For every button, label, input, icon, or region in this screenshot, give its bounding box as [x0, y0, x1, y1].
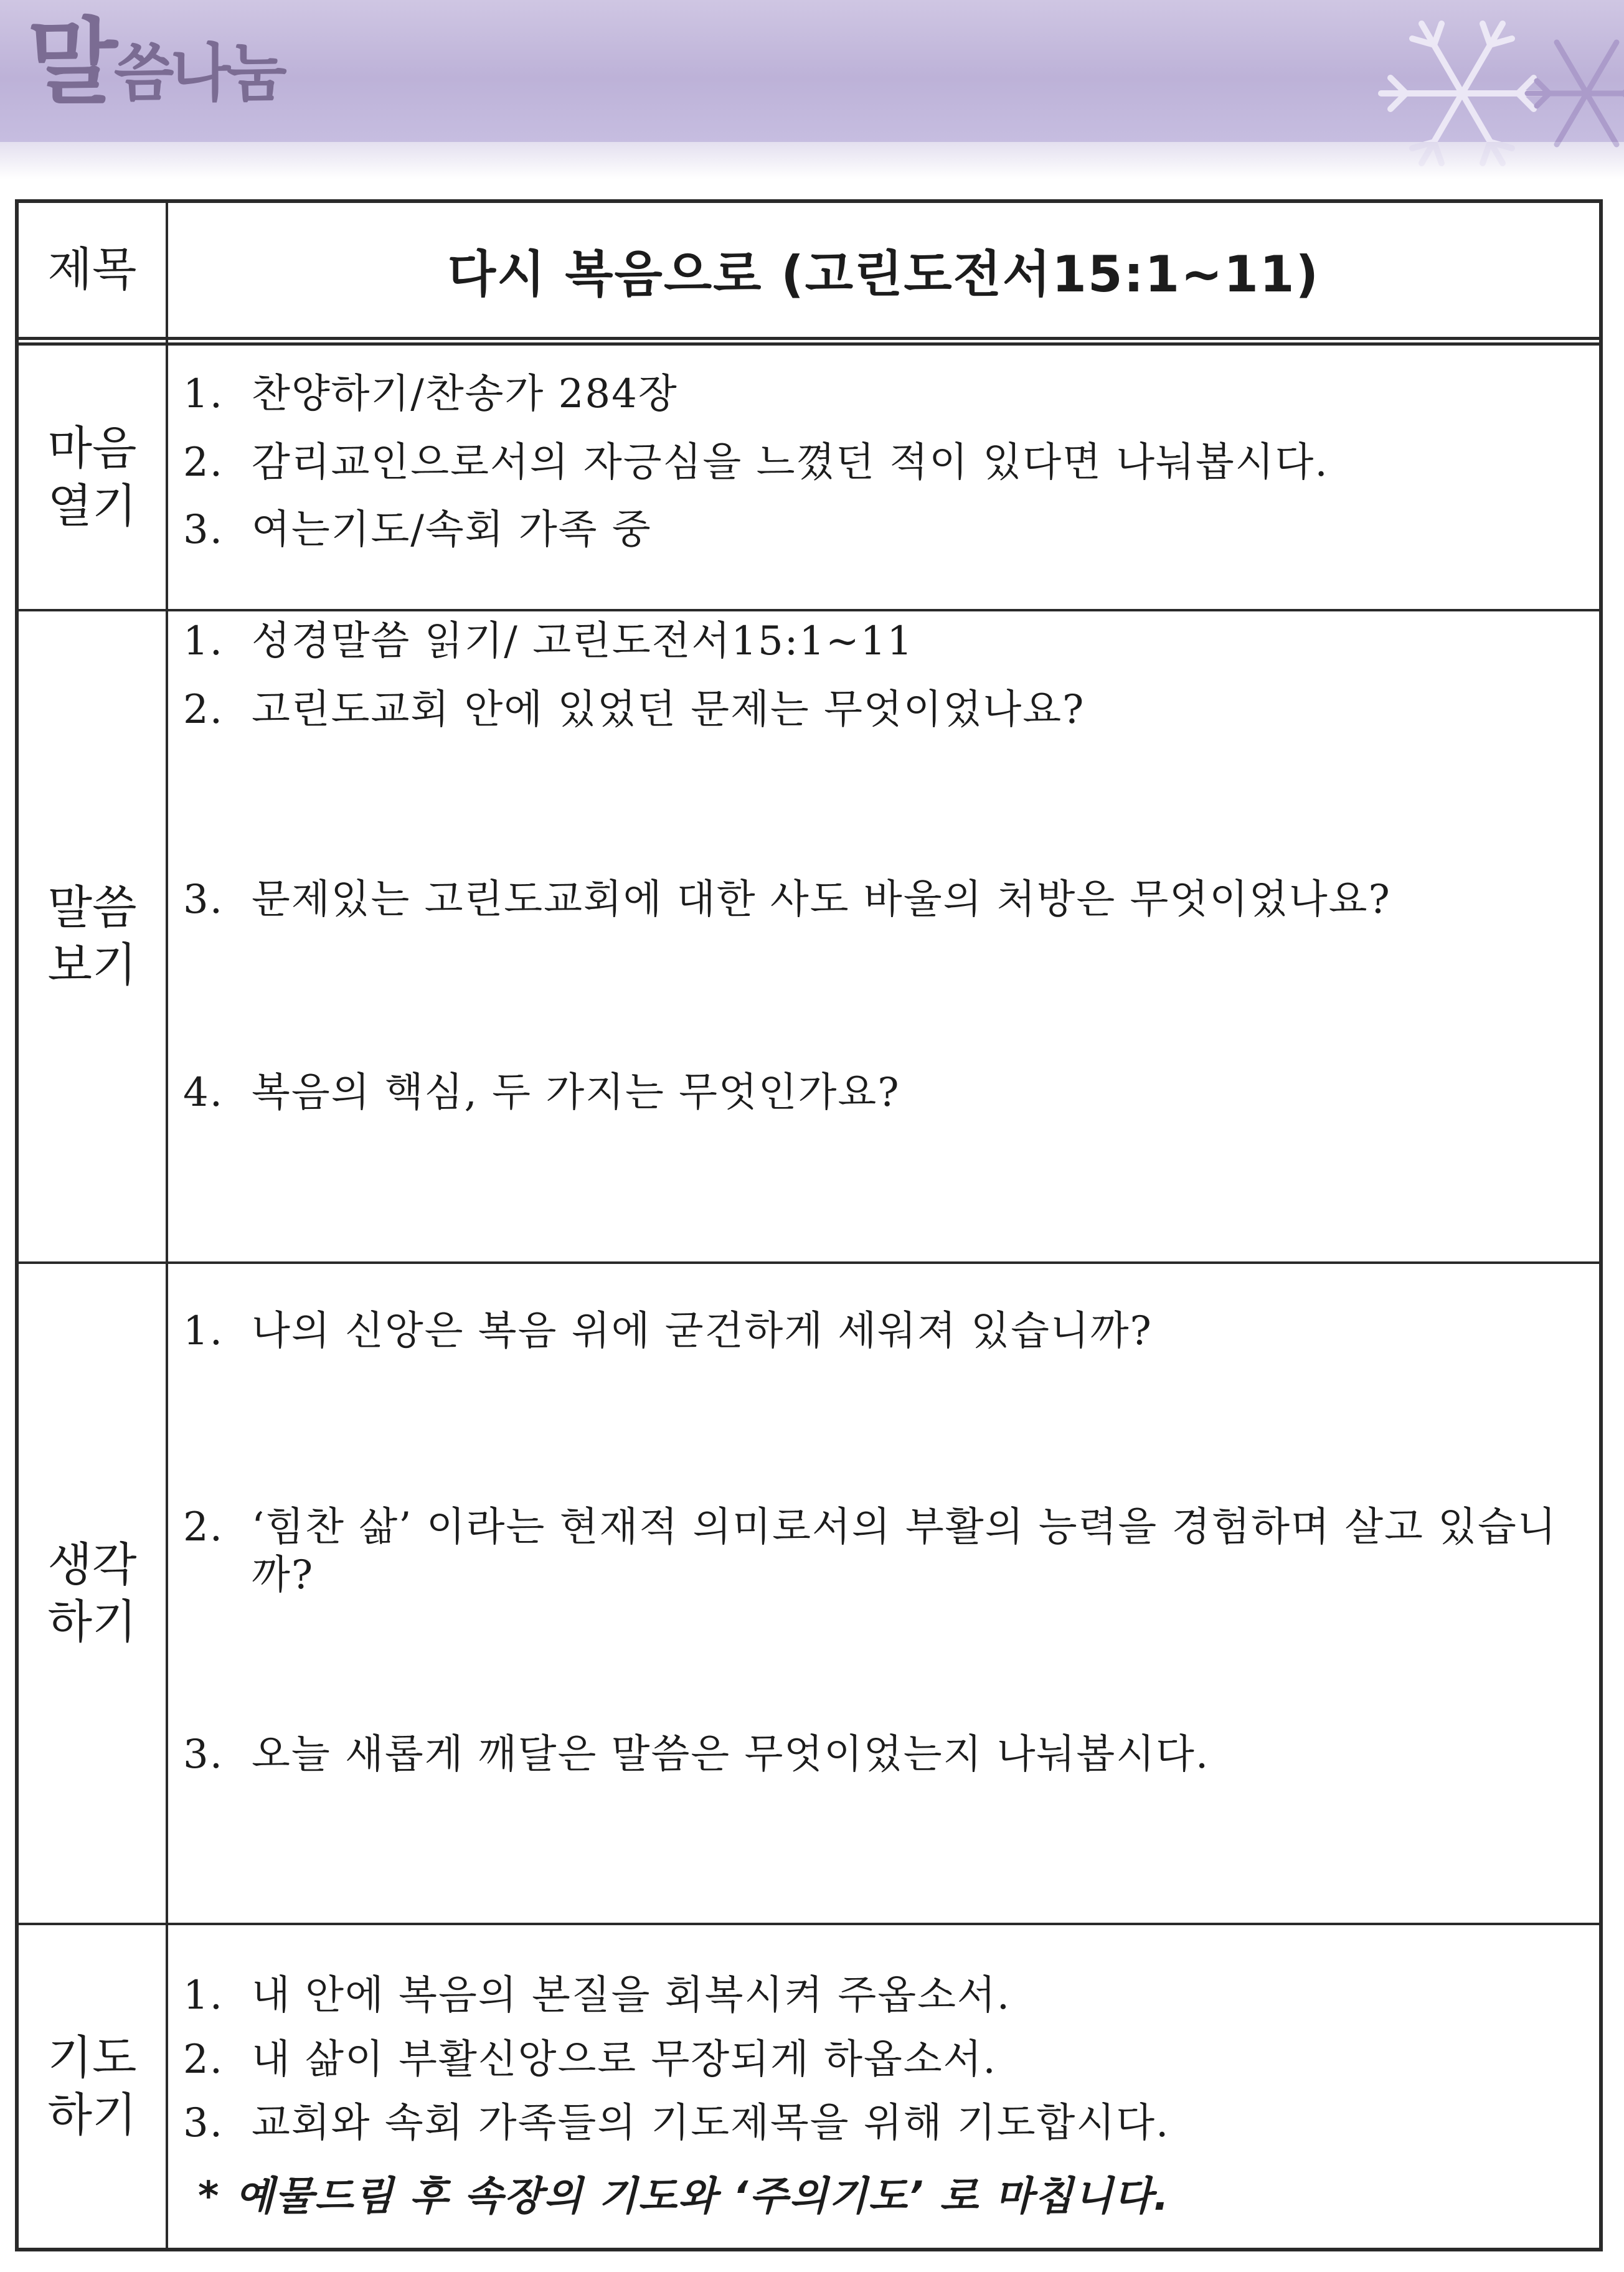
section-label: 기도 하기 [47, 2030, 137, 2142]
list-item: 3. 문제있는 고린도교회에 대한 사도 바울의 처방은 무엇이었나요? [183, 877, 1391, 923]
list-item: 2. 고린도교회 안에 있었던 문제는 무엇이었나요? [183, 687, 1085, 733]
list-item: 2. 감리교인으로서의 자긍심을 느꼈던 적이 있다면 나눠봅시다. [183, 440, 1329, 486]
section-label: 말씀 보기 [47, 880, 137, 992]
section-label: 생각 하기 [47, 1537, 137, 1649]
list-item: 3. 교회와 속회 가족들의 기도제목을 위해 기도합시다. [183, 2100, 1170, 2146]
header-band [0, 0, 1624, 142]
section-prayer [19, 1925, 1599, 2248]
list-item: 4. 복음의 핵심, 두 가지는 무엇인가요? [183, 1070, 900, 1116]
list-item: 1. 성경말씀 읽기/ 고린도전서15:1~11 [183, 618, 914, 664]
snowflake-icon [1275, 0, 1624, 199]
worksheet-title: 다시 복음으로 (고린도전서15:1~11) [447, 245, 1320, 303]
section-reflection [19, 1264, 1599, 1923]
list-item: 2. ‘힘찬 삶’ 이라는 현재적 의미로서의 부활의 능력을 경험하며 살고 있습니까? [183, 1504, 1557, 1598]
section-heart-opening [19, 346, 1599, 609]
closing-note: * 예물드림 후 속장의 기도와 ‘주의기도’ 로 마칩니다. [198, 2174, 1170, 2220]
header-title-large: 말 [27, 9, 114, 117]
list-item: 1. 나의 신앙은 복음 위에 굳건하게 세워져 있습니까? [183, 1308, 1153, 1354]
list-item: 2. 내 삶이 부활신앙으로 무장되게 하옵소서. [183, 2037, 997, 2083]
header-title [27, 9, 283, 117]
section-scripture [19, 611, 1599, 1261]
row-separator [19, 337, 1599, 346]
list-item: 1. 찬양하기/찬송가 284장 [183, 371, 678, 417]
worksheet-table [15, 199, 1603, 2251]
list-item: 3. 오늘 새롭게 깨달은 말씀은 무엇이었는지 나눠봅시다. [183, 1732, 1210, 1778]
list-item: 3. 여는기도/속회 가족 중 [183, 507, 652, 553]
title-label: 제목 [47, 243, 137, 297]
section-label: 마음 열기 [47, 422, 137, 533]
header-title-small: 씀나눔 [113, 37, 283, 110]
list-item: 1. 내 안에 복음의 본질을 회복시켜 주옵소서. [183, 1973, 1011, 2019]
title-row [19, 203, 1599, 337]
